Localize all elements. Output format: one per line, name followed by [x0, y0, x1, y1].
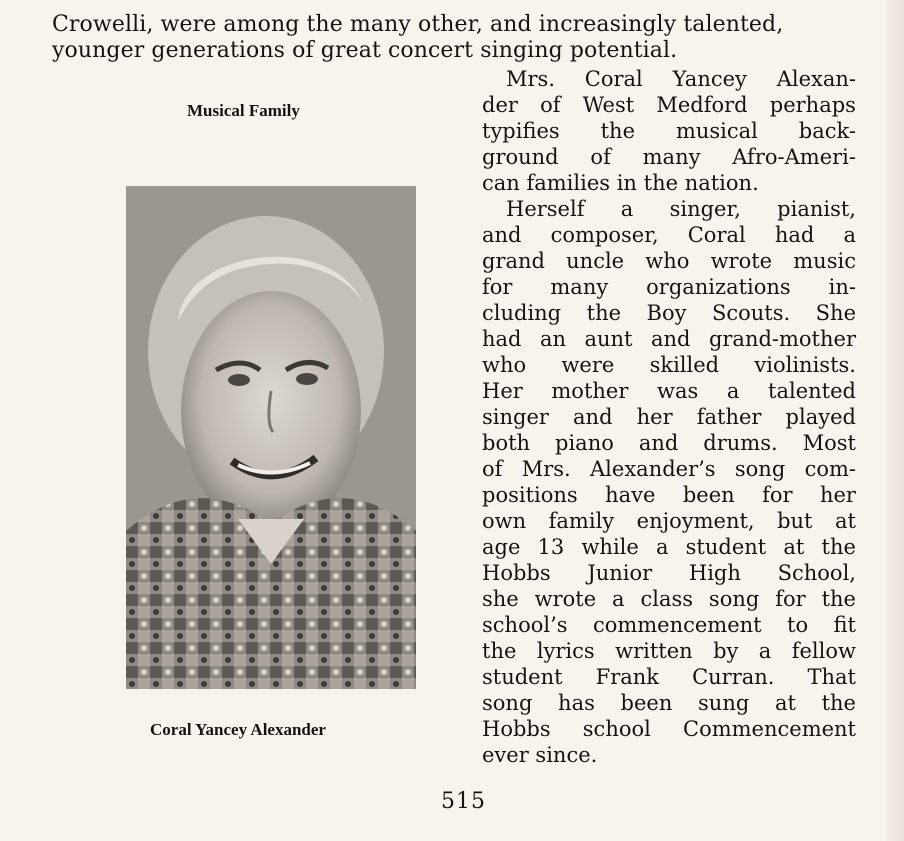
word: a: [843, 223, 856, 247]
column-line: [482, 690, 856, 716]
intro-line-1: Crowelli, were among the many other, and increasingly talented,: [52, 12, 784, 37]
word: She: [815, 301, 856, 325]
column-line: [482, 404, 856, 430]
word: own: [482, 509, 527, 533]
word: her: [636, 405, 673, 429]
page-number: 515: [441, 789, 486, 814]
word: have: [605, 483, 656, 507]
word: while: [581, 535, 639, 559]
word: song: [734, 457, 786, 481]
column-line: [482, 430, 856, 456]
word: Afro-Ameri-: [732, 145, 856, 169]
word: of: [590, 145, 611, 169]
word: been: [682, 483, 735, 507]
word: who: [482, 353, 527, 377]
word: Alexander’s: [590, 457, 716, 481]
word: Mrs.: [506, 67, 555, 91]
word: grand-mother: [708, 327, 856, 351]
word: a: [726, 379, 740, 403]
word: at: [834, 509, 856, 533]
word: father: [696, 405, 762, 429]
word: music: [793, 249, 856, 273]
word: the: [821, 691, 856, 715]
word: student: [685, 535, 767, 559]
word: both: [482, 431, 531, 455]
column-line: [482, 534, 856, 560]
word: family: [548, 509, 615, 533]
word: Alexan-: [776, 67, 856, 91]
word: she: [482, 587, 519, 611]
column-line: [482, 378, 856, 404]
word: organizations: [646, 275, 791, 299]
word: cluding: [482, 301, 562, 325]
word: song: [708, 587, 760, 611]
word: had: [774, 223, 815, 247]
word: a: [758, 639, 772, 663]
word: Medford: [656, 93, 748, 117]
word: Yancey: [672, 67, 747, 91]
word: enjoyment,: [636, 509, 755, 533]
word: piano: [555, 431, 614, 455]
word: pianist,: [777, 197, 856, 221]
word: commencement: [592, 613, 762, 637]
word: an: [539, 327, 567, 351]
word: a: [655, 535, 669, 559]
word: Mrs.: [521, 457, 571, 481]
word: uncle: [566, 249, 625, 273]
column-line: [482, 274, 856, 300]
word: school: [582, 717, 651, 741]
word: Coral: [584, 67, 643, 91]
word: school’s: [482, 613, 568, 637]
portrait-photo: [126, 186, 416, 689]
word: a: [620, 197, 634, 221]
column-line: ever since.: [482, 743, 598, 767]
word: drums.: [703, 431, 778, 455]
word: ground: [482, 145, 559, 169]
word: by: [713, 639, 739, 663]
word: for: [762, 483, 793, 507]
page-edge: [886, 0, 904, 841]
column-line: [482, 352, 856, 378]
word: singer: [482, 405, 549, 429]
word: aunt: [584, 327, 633, 351]
word: of: [540, 93, 561, 117]
word: musical: [675, 119, 758, 143]
word: Curran.: [692, 665, 775, 689]
word: who: [645, 249, 690, 273]
word: written: [615, 639, 693, 663]
word: the: [821, 535, 856, 559]
word: wrote: [710, 249, 773, 273]
word: to: [787, 613, 809, 637]
column-line: [482, 92, 856, 118]
word: wrote: [534, 587, 597, 611]
word: Hobbs: [482, 561, 551, 585]
word: were: [561, 353, 615, 377]
word: composer,: [550, 223, 659, 247]
word: back-: [798, 119, 856, 143]
word: com-: [804, 457, 856, 481]
column-line: [482, 248, 856, 274]
column-line: [482, 326, 856, 352]
word: lyrics: [536, 639, 595, 663]
word: der: [482, 93, 518, 117]
word: grand: [482, 249, 545, 273]
word: Herself: [506, 197, 585, 221]
word: age: [482, 535, 521, 559]
word: the: [600, 119, 636, 143]
column-line: [482, 586, 856, 612]
column-line: [482, 118, 856, 144]
word: violinists.: [754, 353, 856, 377]
word: a: [612, 587, 625, 611]
word: sung: [698, 691, 750, 715]
intro-line-2: younger generations of great concert singing potential.: [52, 38, 678, 63]
word: class: [640, 587, 694, 611]
word: at: [774, 691, 796, 715]
word: typifies: [482, 119, 560, 143]
word: been: [620, 691, 673, 715]
column-line: [482, 222, 856, 248]
column-line: [482, 664, 856, 690]
column-line: [482, 612, 856, 638]
photo-heading: Musical Family: [187, 101, 300, 120]
word: fellow: [791, 639, 856, 663]
column-line: [482, 508, 856, 534]
word: Boy: [646, 301, 687, 325]
column-line: [482, 66, 856, 92]
word: mother: [551, 379, 629, 403]
article-column: [482, 66, 856, 768]
word: but: [777, 509, 813, 533]
word: Frank: [595, 665, 660, 689]
word: of: [482, 457, 503, 481]
word: the: [821, 587, 856, 611]
word: School,: [777, 561, 856, 585]
word: many: [550, 275, 609, 299]
word: and: [650, 327, 691, 351]
word: West: [582, 93, 635, 117]
word: and: [638, 431, 679, 455]
column-line: [482, 482, 856, 508]
column-line: [482, 638, 856, 664]
word: That: [807, 665, 856, 689]
word: and: [482, 223, 522, 247]
column-line: [482, 716, 856, 742]
word: High: [688, 561, 741, 585]
word: song: [482, 691, 533, 715]
word: Junior: [587, 561, 653, 585]
column-line: [482, 300, 856, 326]
column-line: can families in the nation.: [482, 171, 759, 195]
word: Her: [482, 379, 523, 403]
column-line: [482, 456, 856, 482]
word: in-: [828, 275, 856, 299]
word: had: [482, 327, 522, 351]
word: the: [586, 301, 622, 325]
word: talented: [768, 379, 856, 403]
column-line: [482, 144, 856, 170]
portrait-illustration: [126, 186, 416, 689]
word: at: [783, 535, 805, 559]
word: for: [775, 587, 806, 611]
word: perhaps: [769, 93, 856, 117]
word: and: [573, 405, 613, 429]
word: student: [482, 665, 563, 689]
word: Scouts.: [711, 301, 791, 325]
word: was: [657, 379, 699, 403]
word: 13: [537, 535, 565, 559]
column-line: [482, 196, 856, 222]
word: for: [482, 275, 513, 299]
word: the: [482, 639, 517, 663]
word: has: [558, 691, 595, 715]
word: many: [642, 145, 701, 169]
column-line: [482, 560, 856, 586]
word: played: [785, 405, 856, 429]
word: Coral: [687, 223, 746, 247]
photo-caption: Coral Yancey Alexander: [150, 720, 326, 739]
word: skilled: [649, 353, 720, 377]
word: positions: [482, 483, 578, 507]
word: Commencement: [683, 717, 856, 741]
word: her: [819, 483, 856, 507]
word: singer,: [669, 197, 741, 221]
word: Hobbs: [482, 717, 551, 741]
word: fit: [833, 613, 856, 637]
word: Most: [802, 431, 856, 455]
